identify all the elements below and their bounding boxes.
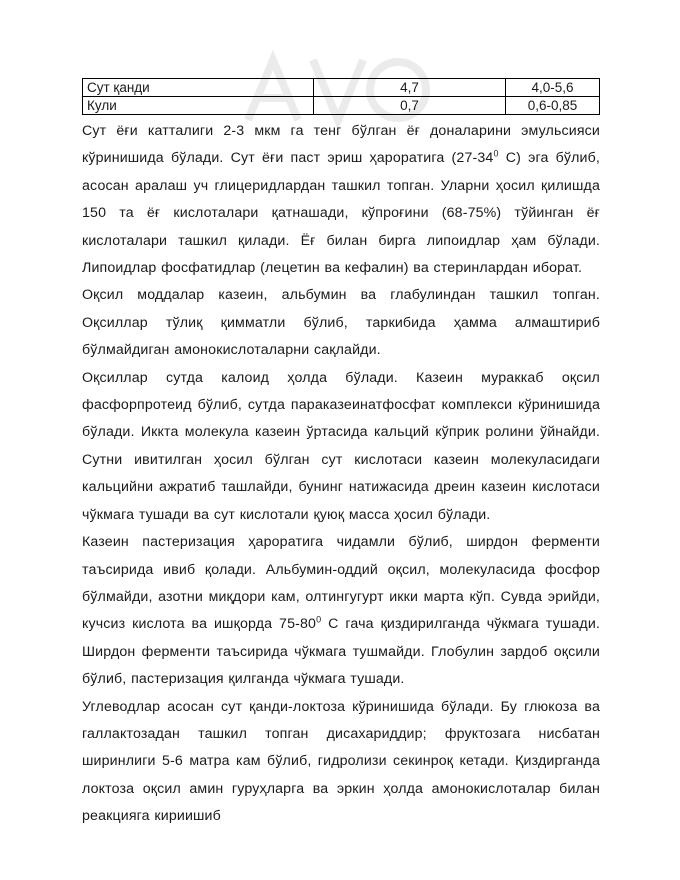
document-page [82, 78, 600, 831]
table-row [83, 79, 600, 97]
milk-composition-table [82, 78, 600, 115]
table-cell-value: 4,7 [314, 79, 506, 97]
body-text [82, 118, 600, 831]
degree-superscript: 0 [493, 148, 499, 159]
table-cell-norm: 0,6-0,85 [506, 97, 600, 115]
table-cell-name: Сут қанди [83, 79, 314, 97]
paragraph-proteins: Оқсил моддалар казеин, альбумин ва глабулиндан ташкил топган. Оқсиллар тўлиқ қимматли бўлиб, таркибида ҳамма алмаштириб бўлмайдиган амонокислоталарни сақлайди. [82, 287, 600, 359]
table-cell-value: 0,7 [314, 97, 506, 115]
table-cell-name: Кули [83, 97, 314, 115]
paragraph-colloid: Оқсиллар сутда калоид ҳолда бўлади. Казеин мураккаб оқсил фасфорпротеид бўлиб, сутда параказеинатфосфат комплекси кўринишида бўлади. Иккта молекула казеин ўртасида кальций кўприк ролини ўйнайди. Сутни ивитилган ҳосил бўлган сут кислотаси казеин молекуласидаги кальцийни ажратиб ташлайди, бунинг натижасида дреин казеин кислотаси чўкмага тушади ва сут кислотали қуюқ масса ҳосил бўлади. [82, 369, 600, 523]
paragraph-carbohydrates: Углеводлар асосан сут қанди-локтоза кўринишида бўлади. Бу глюкоза ва галлактозадан ташкил топган дисахариддир; фруктозага нисбатан ширинлиги 5-6 матра кам бўлиб, гидролизи секинроқ кетади. Қиздирганда локтоза оқсил амин гуруҳларга ва эркин ҳолда амонокислоталар билан реакцияга кириишиб [82, 698, 600, 825]
table-row [83, 97, 600, 115]
paragraph-casein: Казеин пастеризация ҳароратига чидамли бўлиб, ширдон ферменти таъсирида ивиб қолади. Альбумин-оддий оқсил, молекуласида фосфор бўлмайди, азотни миқдори кам, олтингугурт икки марта кўп. Сувда эрийди, кучсиз кислота ва ишқорда $75-80^0$ С гача қиздирилганда чўкмага тушади. Ширдон ферменти таъсирида чўкмага тушмайди. Глобулин зардоб оқсили бўлиб, пастеризация қилганда чўкмага тушади. [82, 534, 600, 688]
paragraph-milk-fat: Сут ёғи катталиги 2-3 мкм га тенг бўлган ёғ доналарини эмульсияси кўринишида бўлади. Сут ёғи паст эриш ҳароратига ($27-34^0$ С) эга бўлиб, асосан аралаш уч глицеридлардан ташкил топган. Уларни ҳосил қилишда 150 та ёғ кислоталари қатнашади, кўпроғини (68-75%) тўйинган ёғ кислоталари ташкил қилади. Ёғ билан бирга липоидлар ҳам бўлади. Липоидлар фосфатидлар (лецетин ва кефалин) ва стеринлардан иборат. [82, 123, 600, 277]
degree-superscript: 0 [316, 614, 322, 625]
table-cell-norm: 4,0-5,6 [506, 79, 600, 97]
